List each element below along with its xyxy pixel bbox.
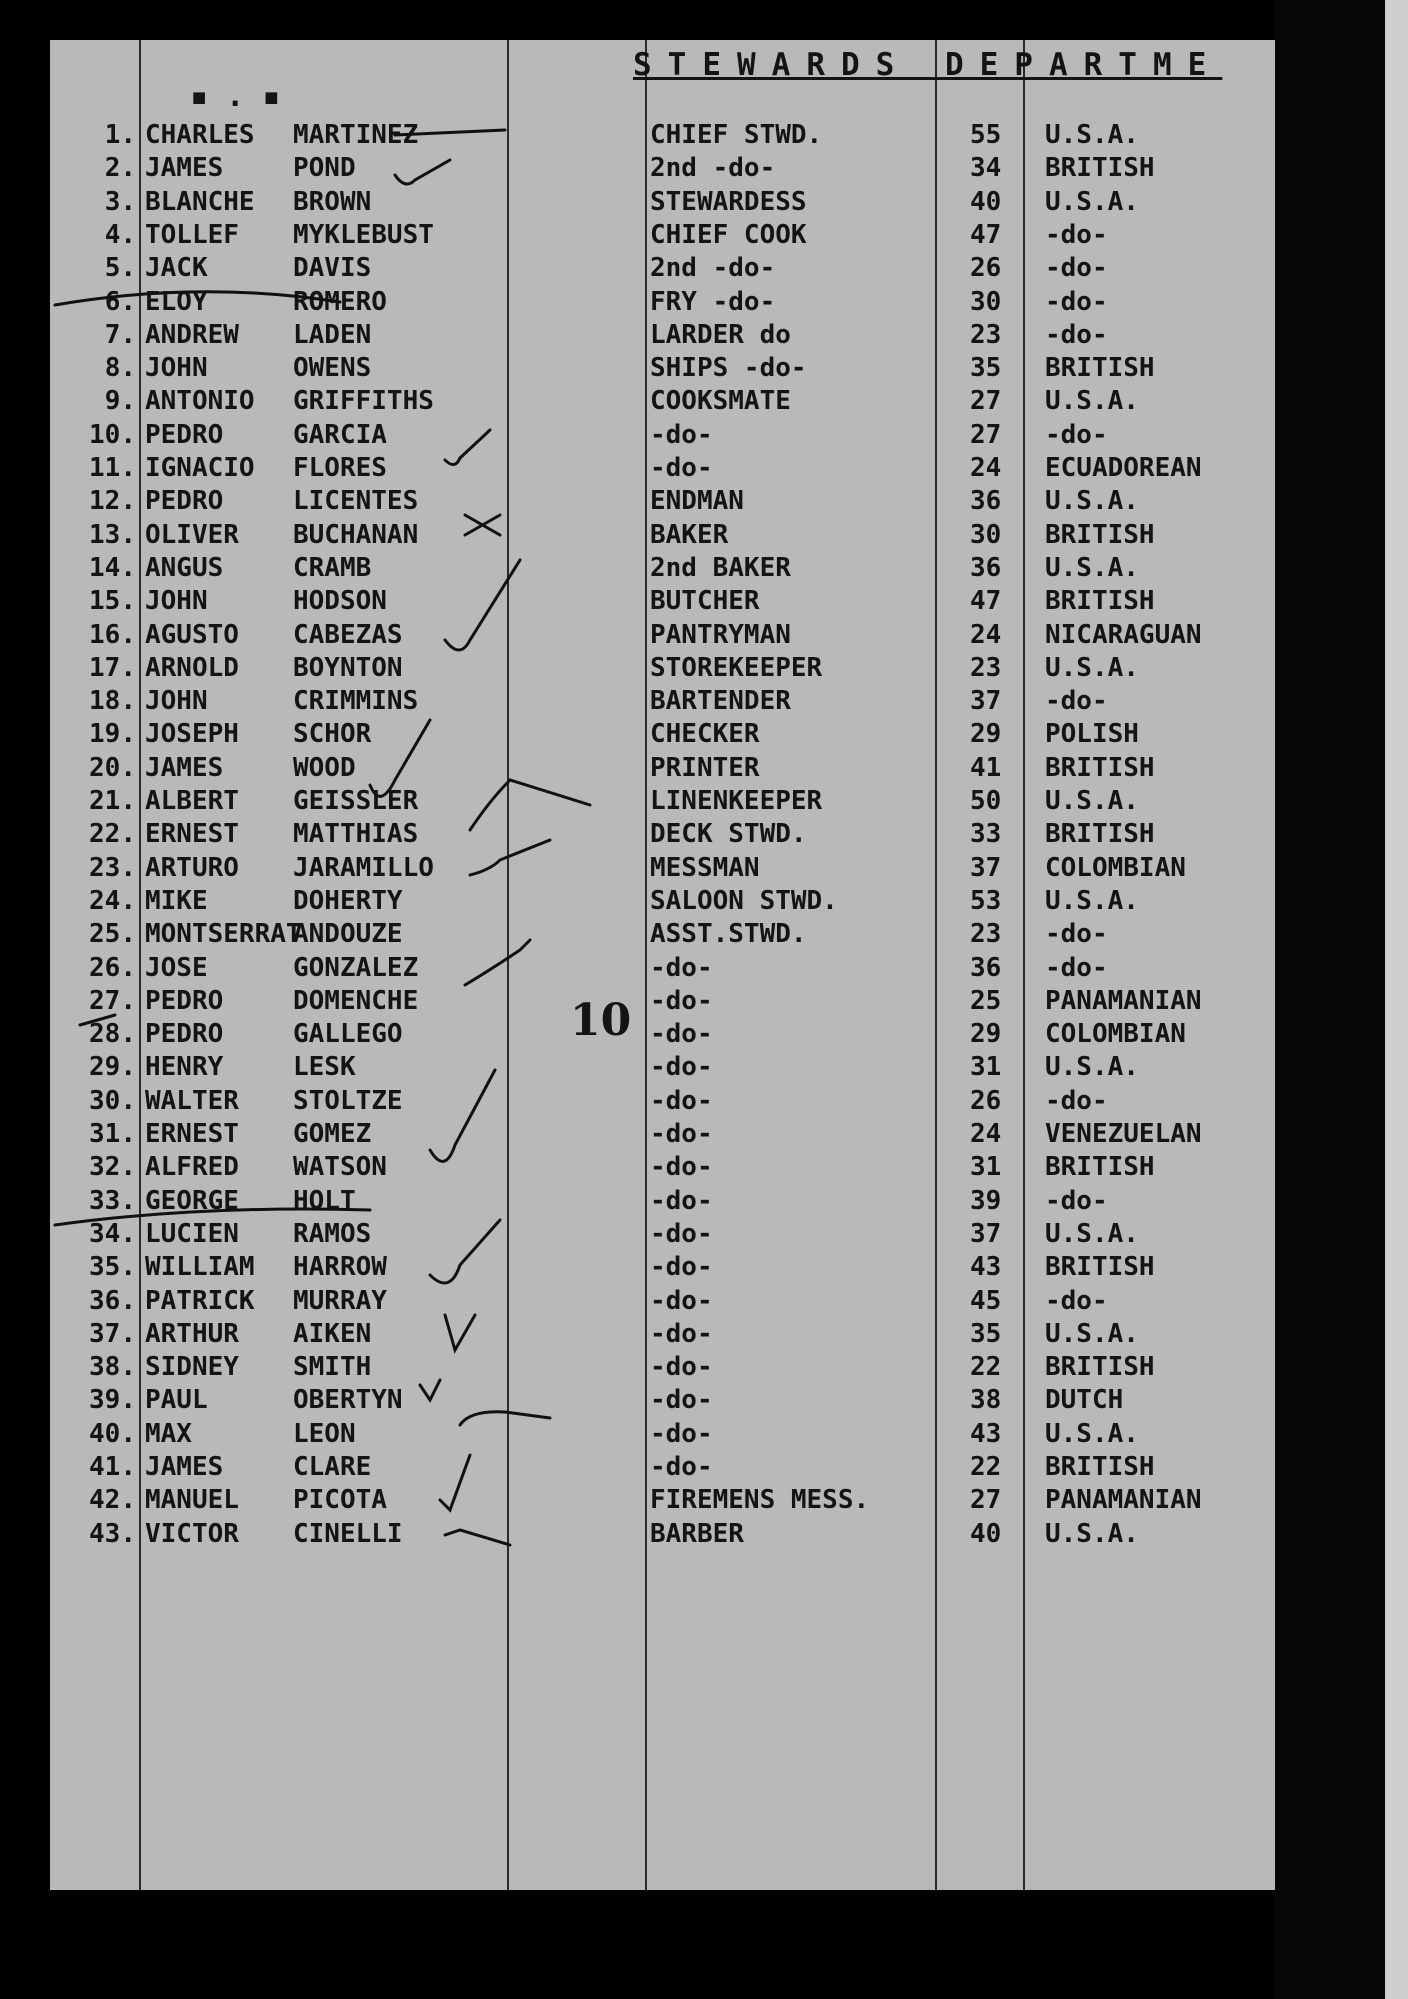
nationality: U.S.A.: [1045, 1518, 1139, 1549]
first-name: PEDRO: [145, 1019, 224, 1050]
nationality: -do-: [1045, 319, 1108, 350]
first-name: ARTHUR: [145, 1318, 239, 1349]
age: 47: [970, 586, 1002, 617]
rating: BAKER: [650, 519, 729, 550]
crew-number: 8.: [104, 353, 136, 384]
age: 23: [970, 919, 1002, 950]
rating: -do-: [650, 1252, 713, 1283]
rating: 2nd -do-: [650, 153, 776, 184]
first-name: HENRY: [145, 1052, 224, 1083]
strike-line: [55, 1209, 370, 1225]
nationality: U.S.A.: [1045, 1318, 1139, 1349]
first-name: JOSEPH: [145, 719, 239, 750]
first-name: ANTONIO: [145, 386, 255, 417]
age: 27: [970, 1485, 1002, 1516]
nationality: BRITISH: [1045, 153, 1155, 184]
rating: STEWARDESS: [650, 186, 807, 217]
crew-number: 41.: [89, 1452, 136, 1482]
last-name: MURRAY: [293, 1285, 387, 1316]
age: 25: [970, 985, 1002, 1016]
check-mark: [395, 160, 450, 184]
age: 53: [970, 885, 1002, 916]
age: 22: [970, 1452, 1002, 1482]
last-name: LADEN: [293, 319, 372, 350]
last-name: WOOD: [293, 752, 356, 783]
last-name: CABEZAS: [293, 619, 403, 650]
first-name: JOHN: [145, 686, 208, 717]
rating: -do-: [650, 1019, 713, 1050]
age: 43: [970, 1252, 1002, 1283]
crew-number: 17.: [89, 652, 136, 683]
last-name: BUCHANAN: [293, 519, 419, 550]
crew-number: 22.: [89, 819, 136, 850]
check-mark: [370, 720, 430, 796]
nationality: BRITISH: [1045, 1252, 1155, 1283]
first-name: ALBERT: [145, 786, 239, 816]
last-name: DOHERTY: [293, 885, 403, 916]
crew-number: 1.: [104, 120, 136, 150]
nationality: BRITISH: [1045, 1452, 1155, 1482]
first-name: WALTER: [145, 1085, 239, 1116]
rating: LINENKEEPER: [650, 786, 823, 816]
rating: -do-: [650, 985, 713, 1016]
crew-number: 16.: [89, 619, 136, 650]
age: 37: [970, 1218, 1002, 1249]
rating: BUTCHER: [650, 586, 760, 617]
last-name: SCHOR: [293, 719, 372, 750]
first-name: ARTURO: [145, 852, 239, 883]
crew-number: 43.: [89, 1518, 136, 1549]
rating: DECK STWD.: [650, 819, 807, 850]
last-name: CINELLI: [293, 1518, 403, 1549]
age: 26: [970, 253, 1002, 284]
age: 41: [970, 752, 1002, 783]
crew-number: 7.: [104, 319, 136, 350]
first-name: AGUSTO: [145, 619, 239, 650]
first-name: PATRICK: [145, 1285, 255, 1316]
rating: ENDMAN: [650, 486, 744, 517]
rating: -do-: [650, 1085, 713, 1116]
nationality: -do-: [1045, 919, 1108, 950]
crew-number: 20.: [89, 752, 136, 783]
handwritten-check-marks: [50, 40, 1275, 1890]
rating: 2nd BAKER: [650, 552, 791, 583]
age: 33: [970, 819, 1002, 850]
check-mark: [420, 1380, 440, 1400]
nationality: -do-: [1045, 286, 1108, 317]
last-name: POND: [293, 153, 356, 184]
crew-number: 32.: [89, 1152, 136, 1183]
top-marks: ▪ . ▪: [190, 79, 281, 114]
last-name: MATTHIAS: [293, 819, 419, 850]
first-name: PEDRO: [145, 486, 224, 517]
age: 39: [970, 1185, 1002, 1216]
crew-number: 12.: [89, 486, 136, 517]
rating: CHECKER: [650, 719, 760, 750]
age: 30: [970, 519, 1002, 550]
last-name: LESK: [293, 1052, 356, 1083]
last-name: CRIMMINS: [293, 686, 419, 717]
age: 37: [970, 686, 1002, 717]
crew-number: 19.: [89, 719, 136, 750]
first-name: CHARLES: [145, 120, 255, 150]
last-name: WATSON: [293, 1152, 387, 1183]
crew-number: 24.: [89, 885, 136, 916]
last-name: DAVIS: [293, 253, 372, 284]
rating: 2nd -do-: [650, 253, 776, 284]
rating: STOREKEEPER: [650, 652, 823, 683]
crew-number: 37.: [89, 1318, 136, 1349]
nationality: ECUADOREAN: [1045, 453, 1202, 483]
nationality: BRITISH: [1045, 586, 1155, 617]
crew-number: 26.: [89, 952, 136, 983]
nationality: BRITISH: [1045, 819, 1155, 850]
first-name: GEORGE: [145, 1185, 239, 1216]
rating: COOKSMATE: [650, 386, 791, 417]
age: 29: [970, 719, 1002, 750]
nationality: -do-: [1045, 419, 1108, 450]
rating: FIREMENS MESS.: [650, 1485, 870, 1516]
scan-border-dark: [1275, 0, 1385, 1999]
nationality: -do-: [1045, 952, 1108, 983]
first-name: ANDREW: [145, 319, 239, 350]
last-name: PICOTA: [293, 1485, 387, 1516]
crew-number: 15.: [89, 586, 136, 617]
nationality: -do-: [1045, 1185, 1108, 1216]
age: 27: [970, 386, 1002, 417]
check-mark: [445, 430, 490, 465]
nationality: DUTCH: [1045, 1385, 1124, 1416]
nationality: VENEZUELAN: [1045, 1119, 1202, 1149]
age: 34: [970, 153, 1002, 184]
page-number: 10: [570, 995, 632, 1046]
crew-number: 40.: [89, 1418, 136, 1449]
crew-number: 23.: [89, 852, 136, 883]
last-name: FLORES: [293, 453, 387, 483]
first-name: SIDNEY: [145, 1352, 239, 1383]
rating: CHIEF STWD.: [650, 120, 823, 150]
last-name: GALLEGO: [293, 1019, 403, 1050]
last-name: BROWN: [293, 186, 372, 217]
crew-number: 42.: [89, 1485, 136, 1516]
rating: -do-: [650, 1285, 713, 1316]
rating: -do-: [650, 1385, 713, 1416]
crew-number: 29.: [89, 1052, 136, 1083]
crew-number: 5.: [104, 253, 136, 284]
age: 24: [970, 619, 1002, 650]
crew-number: 21.: [89, 786, 136, 816]
rating: -do-: [650, 1218, 713, 1249]
first-name: JAMES: [145, 153, 224, 184]
first-name: ALFRED: [145, 1152, 239, 1183]
last-name: LICENTES: [293, 486, 419, 517]
first-name: JOSE: [145, 952, 208, 983]
rating: PANTRYMAN: [650, 619, 791, 650]
first-name: JAMES: [145, 1452, 224, 1482]
nationality: COLOMBIAN: [1045, 852, 1186, 883]
nationality: U.S.A.: [1045, 186, 1139, 217]
first-name: MONTSERRAT: [145, 919, 302, 950]
age: 47: [970, 219, 1002, 250]
first-name: ERNEST: [145, 1119, 239, 1149]
rating: -do-: [650, 1152, 713, 1183]
age: 35: [970, 353, 1002, 384]
first-name: ELOY: [145, 286, 208, 317]
age: 55: [970, 120, 1002, 150]
first-name: MIKE: [145, 885, 208, 916]
first-name: MAX: [145, 1418, 192, 1449]
rating: ASST.STWD.: [650, 919, 807, 950]
last-name: STOLTZE: [293, 1085, 403, 1116]
rating: -do-: [650, 453, 713, 483]
crew-number: 25.: [89, 919, 136, 950]
first-name: IGNACIO: [145, 453, 255, 483]
rating: -do-: [650, 1418, 713, 1449]
nationality: BRITISH: [1045, 1152, 1155, 1183]
age: 43: [970, 1418, 1002, 1449]
nationality: BRITISH: [1045, 353, 1155, 384]
rating: SALOON STWD.: [650, 885, 838, 916]
rating: -do-: [650, 1352, 713, 1383]
crew-number: 18.: [89, 686, 136, 717]
first-name: PEDRO: [145, 985, 224, 1016]
rating: -do-: [650, 952, 713, 983]
age: 40: [970, 1518, 1002, 1549]
age: 24: [970, 1119, 1002, 1149]
crew-number: 13.: [89, 519, 136, 550]
rating: -do-: [650, 1318, 713, 1349]
crew-number: 27.: [89, 985, 136, 1016]
age: 37: [970, 852, 1002, 883]
nationality: BRITISH: [1045, 1352, 1155, 1383]
rating: BARBER: [650, 1518, 744, 1549]
crew-number: 34.: [89, 1218, 136, 1249]
last-name: GEISSLER: [293, 786, 419, 816]
crew-number: 38.: [89, 1352, 136, 1383]
age: 40: [970, 186, 1002, 217]
nationality: U.S.A.: [1045, 1052, 1139, 1083]
nationality: U.S.A.: [1045, 1218, 1139, 1249]
check-mark: [470, 840, 550, 875]
age: 23: [970, 319, 1002, 350]
last-name: HARROW: [293, 1252, 387, 1283]
pen-stroke: [445, 1530, 510, 1545]
last-name: HODSON: [293, 586, 387, 617]
first-name: JAMES: [145, 752, 224, 783]
first-name: BLANCHE: [145, 186, 255, 217]
first-name: MANUEL: [145, 1485, 239, 1516]
crew-number: 36.: [89, 1285, 136, 1316]
crew-number: 35.: [89, 1252, 136, 1283]
nationality: U.S.A.: [1045, 1418, 1139, 1449]
last-name: AIKEN: [293, 1318, 372, 1349]
nationality: -do-: [1045, 253, 1108, 284]
last-name: GOMEZ: [293, 1119, 372, 1149]
last-name: CRAMB: [293, 552, 372, 583]
nationality: -do-: [1045, 219, 1108, 250]
crew-number: 28.: [89, 1019, 136, 1050]
nationality: NICARAGUAN: [1045, 619, 1202, 650]
last-name: CLARE: [293, 1452, 372, 1482]
age: 36: [970, 486, 1002, 517]
cross-mark: [465, 515, 500, 535]
manifest-page: [50, 40, 1275, 1890]
first-name: JOHN: [145, 586, 208, 617]
rating: BARTENDER: [650, 686, 791, 717]
age: 31: [970, 1152, 1002, 1183]
last-name: GONZALEZ: [293, 952, 419, 983]
crew-number: 31.: [89, 1119, 136, 1149]
nationality: -do-: [1045, 686, 1108, 717]
age: 45: [970, 1285, 1002, 1316]
crew-number: 30.: [89, 1085, 136, 1116]
department-header: STEWARDS DEPARTME: [633, 47, 1223, 83]
first-name: VICTOR: [145, 1518, 239, 1549]
last-name: OWENS: [293, 353, 372, 384]
pen-stroke: [395, 130, 505, 135]
age: 24: [970, 453, 1002, 483]
rating: -do-: [650, 1119, 713, 1149]
crew-number: 39.: [89, 1385, 136, 1416]
age: 36: [970, 552, 1002, 583]
nationality: BRITISH: [1045, 752, 1155, 783]
last-name: ANDOUZE: [293, 919, 403, 950]
age: 22: [970, 1352, 1002, 1383]
scan-border-light: [1385, 0, 1408, 1999]
check-mark: [440, 1455, 470, 1510]
nationality: U.S.A.: [1045, 885, 1139, 916]
rating: -do-: [650, 419, 713, 450]
crew-number: 2.: [104, 153, 136, 184]
check-mark: [445, 560, 520, 650]
last-name: DOMENCHE: [293, 985, 419, 1016]
rating: SHIPS -do-: [650, 353, 807, 384]
age: 36: [970, 952, 1002, 983]
crew-number: 4.: [104, 219, 136, 250]
age: 38: [970, 1385, 1002, 1416]
strike-line: [55, 292, 340, 305]
nationality: U.S.A.: [1045, 120, 1139, 150]
check-mark: [445, 1315, 475, 1350]
last-name: RAMOS: [293, 1218, 372, 1249]
first-name: OLIVER: [145, 519, 239, 550]
nationality: -do-: [1045, 1085, 1108, 1116]
first-name: TOLLEF: [145, 219, 239, 250]
nationality: U.S.A.: [1045, 486, 1139, 517]
last-name: ROMERO: [293, 286, 387, 317]
last-name: GARCIA: [293, 419, 387, 450]
nationality: U.S.A.: [1045, 552, 1139, 583]
first-name: ANGUS: [145, 552, 224, 583]
age: 23: [970, 652, 1002, 683]
rating: -do-: [650, 1452, 713, 1482]
nationality: BRITISH: [1045, 519, 1155, 550]
last-name: MARTINEZ: [293, 120, 419, 150]
rating: MESSMAN: [650, 852, 760, 883]
last-name: JARAMILLO: [293, 852, 434, 883]
rating: -do-: [650, 1185, 713, 1216]
first-name: JACK: [145, 253, 208, 284]
first-name: PAUL: [145, 1385, 208, 1416]
pen-stroke: [460, 1412, 550, 1425]
pen-stroke: [470, 780, 590, 830]
rating: -do-: [650, 1052, 713, 1083]
first-name: PEDRO: [145, 419, 224, 450]
last-name: HOLT: [293, 1185, 356, 1216]
age: 26: [970, 1085, 1002, 1116]
nationality: U.S.A.: [1045, 652, 1139, 683]
last-name: MYKLEBUST: [293, 219, 434, 250]
last-name: BOYNTON: [293, 652, 403, 683]
first-name: LUCIEN: [145, 1218, 239, 1249]
rating: LARDER do: [650, 319, 791, 350]
rating: FRY -do-: [650, 286, 776, 317]
rating: CHIEF COOK: [650, 219, 807, 250]
check-mark: [430, 1070, 495, 1161]
nationality: -do-: [1045, 1285, 1108, 1316]
crew-number: 9.: [104, 386, 136, 417]
nationality: U.S.A.: [1045, 786, 1139, 816]
age: 29: [970, 1019, 1002, 1050]
rating: PRINTER: [650, 752, 760, 783]
crew-number: 10.: [89, 419, 136, 450]
crew-number: 11.: [89, 453, 136, 483]
nationality: PANAMANIAN: [1045, 1485, 1202, 1516]
crew-number: 6.: [104, 286, 136, 317]
first-name: ARNOLD: [145, 652, 239, 683]
crew-number: 14.: [89, 552, 136, 583]
age: 30: [970, 286, 1002, 317]
nationality: COLOMBIAN: [1045, 1019, 1186, 1050]
last-name: LEON: [293, 1418, 356, 1449]
nationality: PANAMANIAN: [1045, 985, 1202, 1016]
nationality: U.S.A.: [1045, 386, 1139, 417]
nationality: POLISH: [1045, 719, 1139, 750]
first-name: WILLIAM: [145, 1252, 255, 1283]
crew-number: 3.: [104, 186, 136, 217]
arrow-mark: [80, 1015, 115, 1025]
last-name: OBERTYN: [293, 1385, 403, 1416]
first-name: JOHN: [145, 353, 208, 384]
check-mark: [465, 940, 530, 985]
last-name: SMITH: [293, 1352, 372, 1383]
age: 50: [970, 786, 1002, 816]
age: 27: [970, 419, 1002, 450]
last-name: GRIFFITHS: [293, 386, 434, 417]
age: 35: [970, 1318, 1002, 1349]
crew-number: 33.: [89, 1185, 136, 1216]
first-name: ERNEST: [145, 819, 239, 850]
age: 31: [970, 1052, 1002, 1083]
check-mark: [430, 1220, 500, 1283]
